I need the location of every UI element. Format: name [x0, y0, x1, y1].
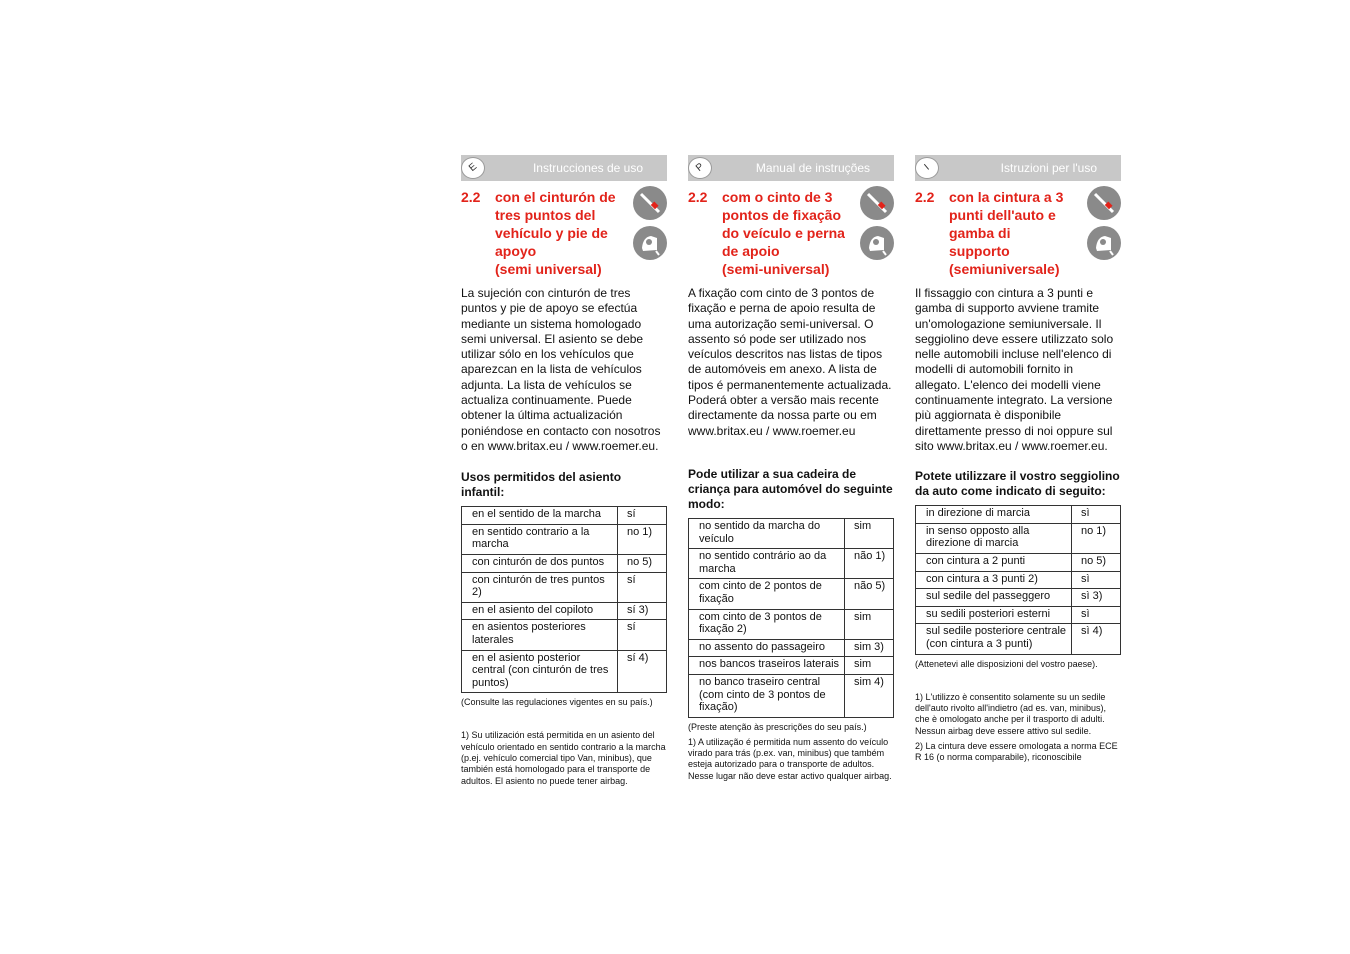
table-row — [462, 572, 667, 602]
language-header — [915, 155, 1121, 181]
table-row — [689, 518, 894, 548]
section-heading: con el cinturón de tres puntos del vehículo y pie de apoyo (semi universal) — [495, 189, 616, 277]
table-cell-label: in direzione di marcia — [916, 506, 1072, 524]
table-cell-label: in senso opposto alla direzione di marcia — [916, 523, 1072, 553]
footnote: 1) Su utilización está permitida en un asiento del vehículo orientado en sentido contrario a la marcha (p.ej. vehículo comercial tipo Van, minibus), que también está homologado para el transporte de adultos. El asiento no puede tener airbag. — [461, 730, 666, 786]
uses-subheading: Usos permitidos del asiento infantil: — [461, 470, 622, 500]
footnote: 1) A utilização é permitida num assento do veículo virado para trás (p.ex. van, minibus) que também esteja autorizado para o transporte de adultos. Nesse lugar não deve estar activo qualquer airbag. — [688, 736, 892, 781]
language-tab-icon: E — [461, 157, 485, 179]
table-cell-label: con cinturón de dos puntos — [462, 555, 618, 573]
header-title: Istruzioni per l'uso — [1000, 161, 1097, 175]
table-row — [462, 524, 667, 554]
language-header — [461, 155, 667, 181]
table-cell-label: no sentido contrário ao da marcha — [689, 549, 845, 579]
table-row — [462, 602, 667, 620]
table-cell-label: com cinto de 3 pontos de fixação 2) — [689, 609, 845, 639]
table-cell-value: sì 4) — [1072, 624, 1121, 654]
table-cell-value: sì — [1072, 506, 1121, 524]
table-cell-value: sí 4) — [618, 650, 667, 693]
column-italian — [915, 155, 1121, 763]
country-note: (Preste atenção às prescrições do seu país.) — [688, 721, 867, 732]
section-heading-block — [915, 188, 1121, 278]
section-heading: con la cintura a 3 punti dell'auto e gamba di supporto (semiuniversale) — [949, 189, 1064, 277]
table-cell-value: sim — [845, 609, 894, 639]
support-leg-seat-icon — [633, 226, 667, 260]
header-title: Instrucciones de uso — [532, 161, 643, 175]
section-number: 2.2 — [688, 189, 708, 205]
body-paragraph: Il fissaggio con cintura a 3 punti e gamba di supporto avviene tramite un'omologazione semiuniversale. Il seggiolino deve essere utilizzato solo nelle automobili incluse nell'elenco di modelli di automobili fornito in allegato. L'elenco dei modelli viene continuamente integrato. La versione più aggiornata è disponibile direttamente presso di noi oppure sul sito www.britax.eu / www.roemer.eu. — [915, 286, 1114, 453]
table-cell-value: sì — [1072, 571, 1121, 589]
table-cell-label: no sentido da marcha do veículo — [689, 518, 845, 548]
table-cell-value: sí — [618, 572, 667, 602]
table-row — [689, 579, 894, 609]
table-cell-label: sul sedile del passeggero — [916, 589, 1072, 607]
table-row — [916, 506, 1121, 524]
table-cell-label: con cintura a 2 punti — [916, 554, 1072, 572]
table-cell-value: sim — [845, 518, 894, 548]
body-paragraph: A fixação com cinto de 3 pontos de fixação e perna de apoio resulta de uma autorização semi-universal. O assento só pode ser utilizado nos veículos descritos nas listas de tipos de automóveis em anexo. A lista de tipos é permanentemente actualizada. Poderá obter a versão mais recente directamente da nossa parte ou em www.britax.eu / www.roemer.eu — [688, 286, 892, 438]
table-row — [916, 606, 1121, 624]
section-number: 2.2 — [461, 189, 481, 205]
uses-subheading: Pode utilizar a sua cadeira de criança para automóvel do seguinte modo: — [688, 466, 893, 511]
table-cell-label: con cinturón de tres puntos 2) — [462, 572, 618, 602]
table-cell-label: en sentido contrario a la marcha — [462, 524, 618, 554]
table-cell-label: su sedili posteriori esterni — [916, 606, 1072, 624]
table-row — [689, 609, 894, 639]
table-cell-value: sì — [1072, 606, 1121, 624]
uses-table — [915, 505, 1121, 654]
table-row — [689, 639, 894, 657]
table-row — [916, 571, 1121, 589]
table-cell-value: sí 3) — [618, 602, 667, 620]
table-cell-label: com cinto de 2 pontos de fixação — [689, 579, 845, 609]
table-cell-label: en asientos posteriores laterales — [462, 620, 618, 650]
country-note: (Consulte las regulaciones vigentes en su país.) — [461, 697, 653, 708]
uses-subheading: Potete utilizzare il vostro seggiolino da auto come indicato di seguito: — [915, 469, 1120, 499]
table-cell-label: no assento do passageiro — [689, 639, 845, 657]
table-row — [916, 589, 1121, 607]
table-cell-value: sí — [618, 507, 667, 525]
header-title: Manual de instruções — [755, 161, 870, 175]
table-row — [462, 620, 667, 650]
language-tab-icon: P — [688, 157, 712, 179]
column-spanish — [461, 155, 667, 787]
uses-table — [688, 518, 894, 718]
seatbelt-icon — [633, 186, 667, 220]
table-cell-value: não 1) — [845, 549, 894, 579]
uses-table — [461, 506, 667, 693]
section-heading-block — [461, 188, 667, 278]
table-cell-value: no 1) — [618, 524, 667, 554]
seatbelt-icon — [860, 186, 894, 220]
table-cell-value: sim — [845, 657, 894, 675]
support-leg-seat-icon — [1087, 226, 1121, 260]
table-cell-value: sì 3) — [1072, 589, 1121, 607]
section-heading: com o cinto de 3 pontos de fixação do veículo e perna de apoio (semi-universal) — [722, 189, 845, 277]
table-row — [462, 507, 667, 525]
footnote: 2) La cintura deve essere omologata a norma ECE R 16 (o norma comparabile), riconoscibile — [915, 740, 1118, 763]
support-leg-seat-icon — [860, 226, 894, 260]
seatbelt-icon — [1087, 186, 1121, 220]
table-cell-value: não 5) — [845, 579, 894, 609]
table-row — [916, 554, 1121, 572]
table-cell-label: con cintura a 3 punti 2) — [916, 571, 1072, 589]
language-tab-icon: I — [915, 157, 939, 179]
body-paragraph: La sujeción con cinturón de tres puntos y pie de apoyo se efectúa mediante un sistema homologado semi universal. El asiento se debe utilizar sólo en los vehículos que aparezcan en la lista de vehículos adjunta. La lista de vehículos se actualiza continuamente. Puede obtener la última actualización poniéndose en contacto con nosotros o en www.britax.eu / www.roemer.eu. — [461, 286, 661, 453]
table-cell-label: nos bancos traseiros laterais — [689, 657, 845, 675]
table-row — [916, 523, 1121, 553]
table-row — [689, 657, 894, 675]
section-number: 2.2 — [915, 189, 935, 205]
table-cell-value: sim 3) — [845, 639, 894, 657]
country-note: (Attenetevi alle disposizioni del vostro paese). — [915, 658, 1098, 669]
column-portuguese — [688, 155, 894, 782]
table-row — [916, 624, 1121, 654]
table-cell-value: no 1) — [1072, 523, 1121, 553]
table-cell-value: sim 4) — [845, 674, 894, 717]
table-cell-value: no 5) — [618, 555, 667, 573]
section-heading-block — [688, 188, 894, 278]
table-row — [462, 650, 667, 693]
table-cell-label: en el sentido de la marcha — [462, 507, 618, 525]
table-row — [689, 674, 894, 717]
footnote: 1) L'utilizzo è consentito solamente su un sedile dell'auto rivolto all'indietro (ad es. van, minibus), che è omologato anche per il trasporto di adulti. Nessun airbag deve essere attivo sul sedile. — [915, 691, 1107, 736]
table-cell-label: sul sedile posteriore centrale (con cintura a 3 punti) — [916, 624, 1072, 654]
table-cell-label: en el asiento del copiloto — [462, 602, 618, 620]
table-row — [462, 555, 667, 573]
table-row — [689, 549, 894, 579]
table-cell-value: sí — [618, 620, 667, 650]
table-cell-label: no banco traseiro central (com cinto de 3 pontos de fixação) — [689, 674, 845, 717]
table-cell-label: en el asiento posterior central (con cinturón de tres puntos) — [462, 650, 618, 693]
language-header — [688, 155, 894, 181]
table-cell-value: no 5) — [1072, 554, 1121, 572]
